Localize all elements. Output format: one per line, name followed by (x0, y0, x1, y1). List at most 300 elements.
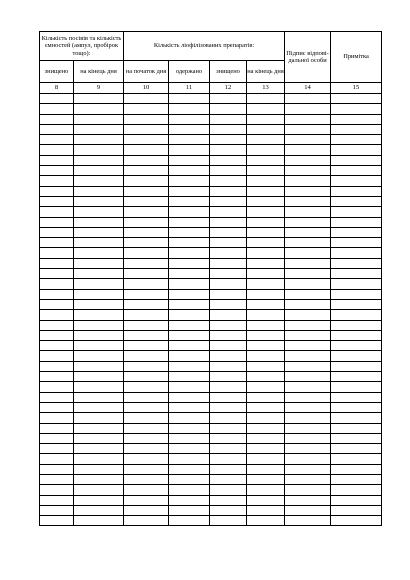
table-cell[interactable] (247, 444, 285, 454)
table-cell[interactable] (331, 495, 382, 505)
table-cell[interactable] (40, 310, 74, 320)
table-cell[interactable] (124, 299, 169, 309)
table-cell[interactable] (210, 227, 247, 237)
table-cell[interactable] (285, 94, 331, 104)
table-cell[interactable] (210, 155, 247, 165)
table-cell[interactable] (124, 269, 169, 279)
table-cell[interactable] (331, 320, 382, 330)
table-cell[interactable] (124, 135, 169, 145)
table-cell[interactable] (331, 94, 382, 104)
table-cell[interactable] (40, 248, 74, 258)
table-cell[interactable] (331, 392, 382, 402)
table-cell[interactable] (331, 124, 382, 134)
table-cell[interactable] (285, 176, 331, 186)
table-cell[interactable] (124, 217, 169, 227)
table-cell[interactable] (74, 474, 124, 484)
table-cell[interactable] (247, 310, 285, 320)
table-cell[interactable] (169, 258, 210, 268)
table-cell[interactable] (247, 104, 285, 114)
table-cell[interactable] (210, 114, 247, 124)
table-cell[interactable] (210, 258, 247, 268)
table-cell[interactable] (331, 299, 382, 309)
table-cell[interactable] (124, 258, 169, 268)
table-cell[interactable] (40, 258, 74, 268)
table-cell[interactable] (169, 361, 210, 371)
table-cell[interactable] (247, 155, 285, 165)
table-cell[interactable] (74, 104, 124, 114)
table-cell[interactable] (247, 392, 285, 402)
table-cell[interactable] (40, 454, 74, 464)
table-cell[interactable] (210, 485, 247, 495)
table-cell[interactable] (247, 196, 285, 206)
table-cell[interactable] (74, 361, 124, 371)
table-cell[interactable] (74, 124, 124, 134)
table-cell[interactable] (247, 433, 285, 443)
table-cell[interactable] (331, 423, 382, 433)
table-cell[interactable] (124, 145, 169, 155)
table-cell[interactable] (169, 320, 210, 330)
table-cell[interactable] (285, 351, 331, 361)
table-cell[interactable] (331, 227, 382, 237)
table-cell[interactable] (74, 279, 124, 289)
table-cell[interactable] (40, 372, 74, 382)
table-cell[interactable] (331, 186, 382, 196)
table-cell[interactable] (210, 124, 247, 134)
table-cell[interactable] (124, 124, 169, 134)
table-cell[interactable] (247, 176, 285, 186)
table-cell[interactable] (74, 444, 124, 454)
table-cell[interactable] (40, 330, 74, 340)
table-cell[interactable] (74, 186, 124, 196)
table-cell[interactable] (285, 372, 331, 382)
table-cell[interactable] (331, 269, 382, 279)
table-cell[interactable] (169, 196, 210, 206)
table-cell[interactable] (169, 444, 210, 454)
table-cell[interactable] (285, 474, 331, 484)
table-cell[interactable] (169, 464, 210, 474)
table-cell[interactable] (124, 104, 169, 114)
table-cell[interactable] (247, 299, 285, 309)
table-cell[interactable] (210, 289, 247, 299)
table-cell[interactable] (169, 495, 210, 505)
table-cell[interactable] (247, 341, 285, 351)
table-cell[interactable] (331, 454, 382, 464)
table-cell[interactable] (247, 269, 285, 279)
table-cell[interactable] (331, 382, 382, 392)
table-cell[interactable] (285, 464, 331, 474)
table-cell[interactable] (74, 516, 124, 526)
table-cell[interactable] (40, 433, 74, 443)
table-cell[interactable] (285, 135, 331, 145)
table-cell[interactable] (74, 505, 124, 515)
table-cell[interactable] (169, 474, 210, 484)
table-cell[interactable] (210, 186, 247, 196)
table-cell[interactable] (285, 166, 331, 176)
table-cell[interactable] (331, 248, 382, 258)
table-cell[interactable] (247, 474, 285, 484)
table-cell[interactable] (285, 516, 331, 526)
table-cell[interactable] (74, 392, 124, 402)
table-cell[interactable] (74, 207, 124, 217)
table-cell[interactable] (331, 444, 382, 454)
table-cell[interactable] (331, 145, 382, 155)
table-cell[interactable] (247, 124, 285, 134)
table-cell[interactable] (169, 176, 210, 186)
table-cell[interactable] (169, 114, 210, 124)
table-cell[interactable] (124, 341, 169, 351)
table-cell[interactable] (247, 320, 285, 330)
table-cell[interactable] (74, 372, 124, 382)
table-cell[interactable] (247, 289, 285, 299)
table-cell[interactable] (210, 320, 247, 330)
table-cell[interactable] (247, 361, 285, 371)
table-cell[interactable] (331, 351, 382, 361)
table-cell[interactable] (74, 299, 124, 309)
table-cell[interactable] (74, 413, 124, 423)
table-cell[interactable] (247, 505, 285, 515)
table-cell[interactable] (247, 423, 285, 433)
table-cell[interactable] (40, 227, 74, 237)
table-cell[interactable] (331, 402, 382, 412)
table-cell[interactable] (124, 310, 169, 320)
table-cell[interactable] (40, 114, 74, 124)
table-cell[interactable] (247, 145, 285, 155)
table-cell[interactable] (40, 516, 74, 526)
table-cell[interactable] (40, 196, 74, 206)
table-cell[interactable] (40, 124, 74, 134)
table-cell[interactable] (285, 217, 331, 227)
table-cell[interactable] (210, 444, 247, 454)
table-cell[interactable] (285, 269, 331, 279)
table-cell[interactable] (285, 310, 331, 320)
table-cell[interactable] (331, 238, 382, 248)
table-cell[interactable] (285, 124, 331, 134)
table-cell[interactable] (124, 196, 169, 206)
table-cell[interactable] (169, 299, 210, 309)
table-cell[interactable] (124, 248, 169, 258)
table-cell[interactable] (40, 351, 74, 361)
table-cell[interactable] (74, 464, 124, 474)
table-cell[interactable] (210, 505, 247, 515)
table-cell[interactable] (169, 454, 210, 464)
table-cell[interactable] (247, 413, 285, 423)
table-cell[interactable] (40, 207, 74, 217)
table-cell[interactable] (124, 392, 169, 402)
table-cell[interactable] (169, 485, 210, 495)
table-cell[interactable] (331, 114, 382, 124)
table-cell[interactable] (124, 176, 169, 186)
table-cell[interactable] (124, 372, 169, 382)
table-cell[interactable] (169, 516, 210, 526)
table-cell[interactable] (40, 94, 74, 104)
table-cell[interactable] (247, 330, 285, 340)
table-cell[interactable] (210, 279, 247, 289)
table-cell[interactable] (74, 320, 124, 330)
table-cell[interactable] (285, 361, 331, 371)
table-cell[interactable] (247, 485, 285, 495)
table-cell[interactable] (210, 196, 247, 206)
table-cell[interactable] (74, 310, 124, 320)
table-cell[interactable] (124, 351, 169, 361)
table-cell[interactable] (331, 372, 382, 382)
table-cell[interactable] (74, 289, 124, 299)
table-cell[interactable] (247, 495, 285, 505)
table-cell[interactable] (169, 279, 210, 289)
table-cell[interactable] (285, 444, 331, 454)
table-cell[interactable] (285, 413, 331, 423)
table-cell[interactable] (169, 94, 210, 104)
table-cell[interactable] (331, 433, 382, 443)
table-cell[interactable] (210, 217, 247, 227)
table-cell[interactable] (74, 495, 124, 505)
table-cell[interactable] (74, 258, 124, 268)
table-cell[interactable] (169, 238, 210, 248)
table-cell[interactable] (331, 166, 382, 176)
table-cell[interactable] (40, 155, 74, 165)
table-cell[interactable] (124, 279, 169, 289)
table-cell[interactable] (285, 433, 331, 443)
table-cell[interactable] (169, 207, 210, 217)
table-cell[interactable] (169, 166, 210, 176)
table-cell[interactable] (331, 155, 382, 165)
table-cell[interactable] (210, 166, 247, 176)
table-cell[interactable] (74, 217, 124, 227)
table-cell[interactable] (169, 186, 210, 196)
table-cell[interactable] (247, 227, 285, 237)
table-cell[interactable] (331, 474, 382, 484)
table-cell[interactable] (74, 196, 124, 206)
table-cell[interactable] (285, 279, 331, 289)
table-cell[interactable] (285, 155, 331, 165)
table-cell[interactable] (331, 516, 382, 526)
table-cell[interactable] (210, 145, 247, 155)
table-cell[interactable] (124, 227, 169, 237)
table-cell[interactable] (285, 186, 331, 196)
table-cell[interactable] (169, 135, 210, 145)
table-cell[interactable] (40, 289, 74, 299)
table-cell[interactable] (285, 320, 331, 330)
table-cell[interactable] (331, 258, 382, 268)
table-cell[interactable] (210, 516, 247, 526)
table-cell[interactable] (285, 114, 331, 124)
table-cell[interactable] (124, 474, 169, 484)
table-cell[interactable] (74, 166, 124, 176)
table-cell[interactable] (124, 516, 169, 526)
table-cell[interactable] (124, 402, 169, 412)
table-cell[interactable] (331, 289, 382, 299)
table-cell[interactable] (169, 269, 210, 279)
table-cell[interactable] (285, 104, 331, 114)
table-cell[interactable] (124, 186, 169, 196)
table-cell[interactable] (40, 104, 74, 114)
table-cell[interactable] (40, 485, 74, 495)
table-cell[interactable] (169, 155, 210, 165)
table-cell[interactable] (74, 114, 124, 124)
table-cell[interactable] (40, 464, 74, 474)
table-cell[interactable] (40, 145, 74, 155)
table-cell[interactable] (40, 269, 74, 279)
table-cell[interactable] (169, 413, 210, 423)
table-cell[interactable] (210, 474, 247, 484)
table-cell[interactable] (40, 505, 74, 515)
table-cell[interactable] (285, 207, 331, 217)
table-cell[interactable] (210, 248, 247, 258)
table-cell[interactable] (124, 289, 169, 299)
table-cell[interactable] (169, 433, 210, 443)
table-cell[interactable] (331, 330, 382, 340)
table-cell[interactable] (74, 227, 124, 237)
table-cell[interactable] (124, 464, 169, 474)
table-cell[interactable] (74, 238, 124, 248)
table-cell[interactable] (74, 433, 124, 443)
table-cell[interactable] (247, 372, 285, 382)
table-cell[interactable] (74, 341, 124, 351)
table-cell[interactable] (247, 135, 285, 145)
table-cell[interactable] (210, 382, 247, 392)
table-cell[interactable] (331, 361, 382, 371)
table-cell[interactable] (124, 94, 169, 104)
table-cell[interactable] (74, 155, 124, 165)
table-cell[interactable] (247, 114, 285, 124)
table-cell[interactable] (40, 299, 74, 309)
table-cell[interactable] (247, 454, 285, 464)
table-cell[interactable] (124, 330, 169, 340)
table-cell[interactable] (331, 341, 382, 351)
table-cell[interactable] (331, 279, 382, 289)
table-cell[interactable] (210, 423, 247, 433)
table-cell[interactable] (169, 289, 210, 299)
table-cell[interactable] (124, 423, 169, 433)
table-cell[interactable] (40, 402, 74, 412)
table-cell[interactable] (210, 341, 247, 351)
table-cell[interactable] (124, 207, 169, 217)
table-cell[interactable] (247, 186, 285, 196)
table-cell[interactable] (124, 114, 169, 124)
table-cell[interactable] (285, 227, 331, 237)
table-cell[interactable] (247, 166, 285, 176)
table-cell[interactable] (210, 207, 247, 217)
table-cell[interactable] (285, 289, 331, 299)
table-cell[interactable] (40, 413, 74, 423)
table-cell[interactable] (124, 433, 169, 443)
table-cell[interactable] (285, 423, 331, 433)
table-cell[interactable] (210, 464, 247, 474)
table-cell[interactable] (285, 299, 331, 309)
table-cell[interactable] (74, 454, 124, 464)
table-cell[interactable] (40, 320, 74, 330)
table-cell[interactable] (285, 248, 331, 258)
table-cell[interactable] (74, 94, 124, 104)
table-cell[interactable] (285, 402, 331, 412)
table-cell[interactable] (210, 433, 247, 443)
table-cell[interactable] (331, 505, 382, 515)
table-cell[interactable] (74, 402, 124, 412)
table-cell[interactable] (331, 413, 382, 423)
table-cell[interactable] (331, 196, 382, 206)
table-cell[interactable] (74, 330, 124, 340)
table-cell[interactable] (124, 361, 169, 371)
table-cell[interactable] (40, 474, 74, 484)
table-cell[interactable] (40, 444, 74, 454)
table-cell[interactable] (169, 145, 210, 155)
table-cell[interactable] (210, 104, 247, 114)
table-cell[interactable] (169, 248, 210, 258)
table-cell[interactable] (40, 176, 74, 186)
table-cell[interactable] (210, 372, 247, 382)
table-cell[interactable] (247, 464, 285, 474)
table-cell[interactable] (210, 330, 247, 340)
table-cell[interactable] (124, 444, 169, 454)
table-cell[interactable] (331, 464, 382, 474)
table-cell[interactable] (247, 402, 285, 412)
table-cell[interactable] (285, 382, 331, 392)
table-cell[interactable] (124, 166, 169, 176)
table-cell[interactable] (247, 351, 285, 361)
table-cell[interactable] (124, 505, 169, 515)
table-cell[interactable] (124, 238, 169, 248)
table-cell[interactable] (210, 402, 247, 412)
table-cell[interactable] (210, 135, 247, 145)
table-cell[interactable] (169, 423, 210, 433)
table-cell[interactable] (40, 166, 74, 176)
table-cell[interactable] (210, 299, 247, 309)
table-cell[interactable] (169, 351, 210, 361)
table-cell[interactable] (169, 505, 210, 515)
table-cell[interactable] (40, 423, 74, 433)
table-cell[interactable] (124, 320, 169, 330)
table-cell[interactable] (169, 341, 210, 351)
table-cell[interactable] (40, 186, 74, 196)
table-cell[interactable] (74, 382, 124, 392)
table-cell[interactable] (285, 392, 331, 402)
table-cell[interactable] (210, 176, 247, 186)
table-cell[interactable] (74, 248, 124, 258)
table-cell[interactable] (40, 382, 74, 392)
table-cell[interactable] (285, 495, 331, 505)
table-cell[interactable] (247, 94, 285, 104)
table-cell[interactable] (210, 238, 247, 248)
table-cell[interactable] (285, 145, 331, 155)
table-cell[interactable] (40, 392, 74, 402)
table-cell[interactable] (40, 217, 74, 227)
table-cell[interactable] (247, 217, 285, 227)
table-cell[interactable] (210, 392, 247, 402)
table-cell[interactable] (169, 402, 210, 412)
table-cell[interactable] (40, 341, 74, 351)
table-cell[interactable] (169, 372, 210, 382)
table-cell[interactable] (331, 207, 382, 217)
table-cell[interactable] (247, 279, 285, 289)
table-cell[interactable] (331, 135, 382, 145)
table-cell[interactable] (285, 330, 331, 340)
table-cell[interactable] (124, 454, 169, 464)
table-cell[interactable] (331, 104, 382, 114)
table-cell[interactable] (247, 258, 285, 268)
table-cell[interactable] (40, 361, 74, 371)
table-cell[interactable] (74, 351, 124, 361)
table-cell[interactable] (247, 382, 285, 392)
table-cell[interactable] (285, 485, 331, 495)
table-cell[interactable] (210, 351, 247, 361)
table-cell[interactable] (74, 423, 124, 433)
table-cell[interactable] (169, 330, 210, 340)
table-cell[interactable] (210, 94, 247, 104)
table-cell[interactable] (247, 516, 285, 526)
table-cell[interactable] (285, 505, 331, 515)
table-cell[interactable] (247, 248, 285, 258)
table-cell[interactable] (285, 238, 331, 248)
table-cell[interactable] (247, 238, 285, 248)
